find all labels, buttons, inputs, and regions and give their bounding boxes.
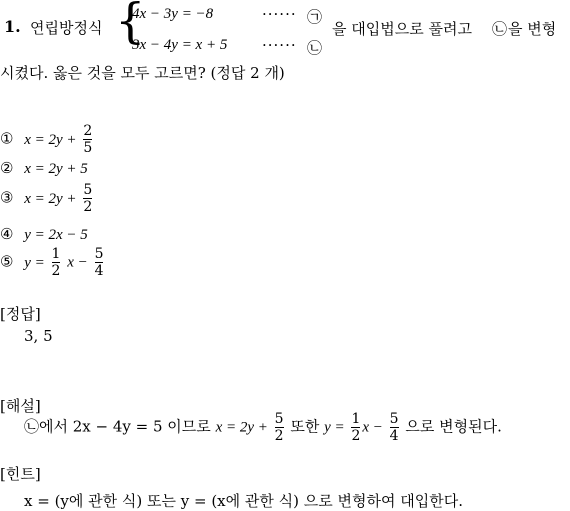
choice-2-text: x = 2y + 5 — [24, 161, 88, 177]
choice-3-label: ③ — [0, 188, 14, 207]
choice-5-fraction-1: $\frac{1}{2}$ — [51, 246, 61, 279]
explanation-p3: 또한 — [290, 417, 320, 436]
equation-2-marker: ㉡ — [307, 39, 323, 57]
choice-2-label: ② — [0, 159, 14, 177]
equation-2: 3x − 4y = x + 5 — [132, 37, 228, 53]
choice-5-mid: x − — [67, 254, 88, 271]
answer-heading: [정답] — [0, 305, 41, 323]
explanation-p5: x − — [362, 419, 383, 436]
choice-1[interactable] — [0, 124, 94, 155]
explanation-fraction-2: $\frac{1}{2}$ — [351, 411, 361, 444]
explanation-line — [24, 412, 502, 443]
explanation-heading: [해설] — [0, 397, 41, 415]
choice-1-label: ① — [0, 129, 14, 148]
equation-1: 4x − 3y = −8 — [132, 6, 214, 22]
choice-2[interactable] — [0, 159, 88, 178]
hint-text: x = (y에 관한 식) 또는 y = (x에 관한 식) 으로 변형하여 대입한다. — [24, 492, 463, 510]
explanation-p4: y = — [324, 419, 345, 436]
choice-3-lhs: x = 2y + — [24, 190, 77, 207]
explanation-p1: 에서 2x − 4y = 5 이므로 — [39, 417, 211, 436]
choice-5-lhs: y = — [24, 254, 45, 271]
problem-intro: 연립방정식 — [30, 19, 103, 37]
problem-text-after: 을 대입법으로 풀려고 — [332, 20, 472, 38]
hint-heading: [힌트] — [0, 465, 41, 483]
problem-marker-ref: ㉡ — [492, 20, 508, 38]
choice-1-fraction: $\frac{2}{5}$ — [83, 123, 93, 156]
explanation-p2: x = 2y + — [215, 419, 268, 436]
problem-text-after2: 을 변형 — [508, 20, 557, 38]
choice-3[interactable] — [0, 183, 94, 214]
choice-1-lhs: x = 2y + — [24, 131, 77, 148]
choice-4-label: ④ — [0, 225, 14, 243]
system-brace: { — [115, 0, 146, 49]
answer-value: 3, 5 — [24, 327, 53, 345]
explanation-fraction-3: $\frac{5}{4}$ — [389, 411, 399, 444]
problem-line-2: 시켰다. 옳은 것을 모두 고르면? (정답 2 개) — [0, 64, 285, 82]
choice-5[interactable] — [0, 247, 105, 278]
choice-4-text: y = 2x − 5 — [24, 227, 88, 243]
choice-5-fraction-2: $\frac{5}{4}$ — [94, 246, 104, 279]
choice-3-fraction: $\frac{5}{2}$ — [83, 182, 93, 215]
explanation-fraction-1: $\frac{5}{2}$ — [274, 411, 284, 444]
explanation-p6: 으로 변형된다. — [405, 417, 502, 436]
explanation-marker: ㉡ — [24, 417, 40, 436]
equation-2-dots: ······ — [262, 36, 297, 54]
choice-5-label: ⑤ — [0, 252, 14, 271]
choice-4[interactable] — [0, 225, 88, 244]
equation-1-marker: ㉠ — [307, 8, 323, 26]
equation-1-dots: ······ — [262, 5, 297, 23]
problem-number: 1. — [4, 17, 21, 36]
